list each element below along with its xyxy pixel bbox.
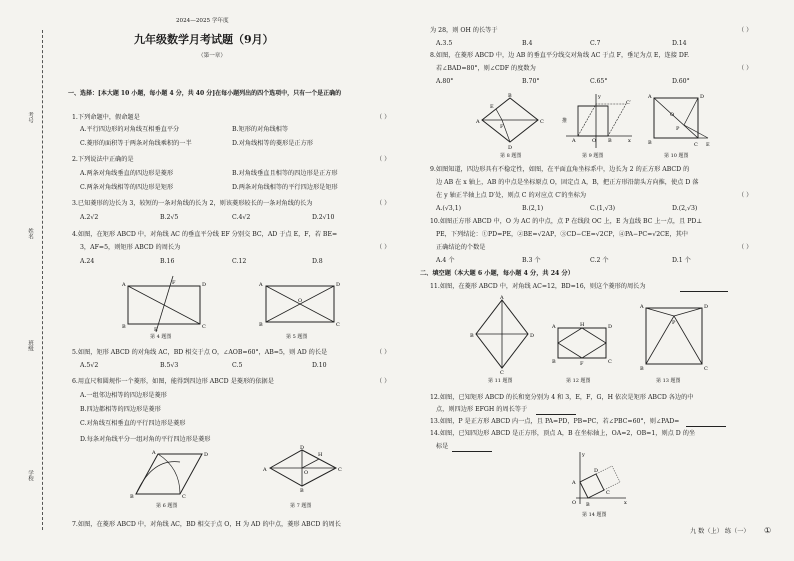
q1-answer-paren: （ ） xyxy=(376,114,391,121)
q7-option-d: D.14 xyxy=(672,40,687,47)
figure-q8 xyxy=(476,92,546,150)
svg-text:A: A xyxy=(572,480,576,486)
q3-option-d: D.2√10 xyxy=(312,214,335,221)
q14-stem-line2: 标是 xyxy=(436,443,449,450)
margin-label-banji: 班级 xyxy=(27,340,33,351)
q10-stem-line1: 10.如图正方形 ABCD 中，O 为 AC 的中点，点 P 在线段 OC 上，E 为直线 BC 上一点，且 PD⊥ xyxy=(430,218,703,225)
caption-fig6: 第 6 题图 xyxy=(156,503,178,509)
q3-option-b: B.2√5 xyxy=(160,214,179,221)
svg-text:D: D xyxy=(704,304,709,310)
svg-text:A: A xyxy=(263,467,267,473)
svg-text:C: C xyxy=(202,324,206,330)
svg-text:A: A xyxy=(122,282,126,288)
q8-option-c: C.65° xyxy=(590,78,608,85)
svg-text:B: B xyxy=(648,140,652,146)
figure-q11 xyxy=(470,296,534,374)
svg-text:O: O xyxy=(304,470,309,476)
svg-text:x: x xyxy=(628,138,631,144)
svg-text:P: P xyxy=(676,126,680,132)
svg-text:E: E xyxy=(490,104,494,110)
caption-fig12: 第 12 题图 xyxy=(566,378,591,384)
caption-fig9: 第 9 题图 xyxy=(582,153,604,159)
footer-label: 九 数（上） 练（一） xyxy=(690,528,750,535)
q10-option-c: C.2 个 xyxy=(590,257,609,264)
svg-text:A: A xyxy=(259,282,263,288)
q8-stem-line2: 若∠BAD=80°，则∠CDF 的度数为 xyxy=(436,65,536,72)
q10-answer-paren: （ ） xyxy=(738,244,753,251)
figure-q4 xyxy=(118,274,208,332)
svg-text:A: A xyxy=(152,450,156,456)
q5-option-d: D.10 xyxy=(312,362,327,369)
svg-text:y: y xyxy=(582,452,585,458)
svg-text:D: D xyxy=(508,145,513,151)
q9-stem-line2: 边 AB 在 x 轴上，AB 的中点是坐标原点 O，固定点 A，B，把正方形沿箭头方向推，使点 D 落 xyxy=(436,179,699,186)
svg-text:C: C xyxy=(608,359,612,365)
figure-q14 xyxy=(568,450,630,508)
svg-text:B: B xyxy=(470,333,474,339)
q14-answer-blank xyxy=(452,451,492,452)
q6-option-b: B.四边都相等的四边形是菱形 xyxy=(80,406,161,413)
q9-option-d: D.(2,√3) xyxy=(672,205,698,212)
svg-text:B: B xyxy=(122,324,126,330)
q1-option-b: B.矩形的对角线相等 xyxy=(232,126,289,133)
q4-option-b: B.16 xyxy=(160,258,175,265)
figure-q6 xyxy=(130,448,210,500)
svg-text:O: O xyxy=(670,112,675,118)
svg-text:C: C xyxy=(336,322,340,328)
q4-option-d: D.8 xyxy=(312,258,323,265)
q1-option-d: D.对角线相等的菱形是正方形 xyxy=(232,140,313,147)
caption-fig10: 第 10 题图 xyxy=(664,153,689,159)
svg-text:B: B xyxy=(300,488,304,494)
q8-option-d: D.60° xyxy=(672,78,690,85)
svg-text:C: C xyxy=(338,467,342,473)
section2-head: 二、填空题（本大题 6 小题，每小题 4 分，共 24 分） xyxy=(420,270,574,277)
q6-option-d: D.每条对角线平分一组对角的平行四边形是菱形 xyxy=(80,436,211,443)
svg-text:P: P xyxy=(672,320,676,326)
chapter-label: （第一章） xyxy=(198,53,226,59)
q6-option-a: A.一组邻边相等的四边形是菱形 xyxy=(80,392,167,399)
q2-option-c: C.两条对角线相等的四边形是矩形 xyxy=(80,184,174,191)
q11-answer-blank xyxy=(680,291,728,292)
svg-text:F: F xyxy=(580,361,584,367)
q13-answer-blank xyxy=(686,426,726,427)
svg-text:B: B xyxy=(508,93,512,99)
q10-stem-line3: 正确结论的个数是 xyxy=(436,244,486,251)
svg-text:A: A xyxy=(552,324,556,330)
svg-text:F: F xyxy=(500,124,504,130)
q10-option-d: D.1 个 xyxy=(672,257,691,264)
svg-text:O: O xyxy=(592,138,597,144)
q9-option-c: C.(1,√3) xyxy=(590,205,616,212)
q4-stem-line1: 4.如图，在矩形 ABCD 中，对角线 AC 的垂直平分线 EF 分别交 BC，AD 于点 E，F，若 BE= xyxy=(72,231,338,238)
q4-answer-paren: （ ） xyxy=(376,244,391,251)
figure-q7 xyxy=(262,444,346,494)
q9-option-a: A.(√3,1) xyxy=(436,205,462,212)
svg-text:D: D xyxy=(700,94,705,100)
svg-text:C′: C′ xyxy=(626,100,631,106)
q3-stem: 3.已知菱形的边长为 3，较短的一条对角线的长为 2，则该菱形较长的一条对角线的长为 xyxy=(72,200,313,207)
svg-text:D: D xyxy=(202,282,207,288)
q1-stem: 1.下列命题中，假命题是 xyxy=(72,114,140,121)
svg-text:D: D xyxy=(336,282,341,288)
q9-stem-line1: 9.如图知道，四边形具有不稳定性，如图，在平面直角坐标系中，边长为 2 的正方形 ABCD 的 xyxy=(430,166,690,173)
q8-stem-line1: 8.如图，在菱形 ABCD 中，边 AB 的垂直平分线交对角线 AC 于点 F，垂足为点 E，连接 DF. xyxy=(430,52,690,59)
figure-q9 xyxy=(562,92,634,150)
svg-text:F: F xyxy=(172,280,176,286)
svg-text:E: E xyxy=(706,142,710,148)
q2-stem: 2.下列说法中正确的是 xyxy=(72,156,134,163)
q3-answer-paren: （ ） xyxy=(376,200,391,207)
q13-stem: 13.如图，P 是正方形 ABCD 内一点，且 PA=PD，PB=PC，若∠PBC=60°，则∠PAD= xyxy=(430,418,680,425)
svg-text:C: C xyxy=(606,490,610,496)
q1-option-c: C.菱形的面积等于两条对角线乘积的一半 xyxy=(80,140,192,147)
q10-option-b: B.3 个 xyxy=(522,257,541,264)
caption-fig5: 第 5 题图 xyxy=(286,334,308,340)
q5-answer-paren: （ ） xyxy=(376,349,391,356)
svg-text:A: A xyxy=(476,119,480,125)
q10-option-a: A.4 个 xyxy=(436,257,455,264)
svg-text:H: H xyxy=(318,452,323,458)
svg-text:B: B xyxy=(586,502,590,508)
q8-option-a: A.80° xyxy=(436,78,454,85)
q1-option-a: A.平行四边形的对角线互相垂直平分 xyxy=(80,126,180,133)
q9-stem-line3: 在 y 轴正半轴上点 D′处，则点 C 的对应点 C′的坐标为 xyxy=(436,192,587,199)
figure-q10 xyxy=(646,92,712,150)
q12-answer-blank xyxy=(536,414,576,415)
svg-text:D: D xyxy=(204,452,209,458)
q6-option-c: C.对角线互相垂直的平行四边形是菱形 xyxy=(80,420,186,427)
q7-answer-paren: （ ） xyxy=(738,27,753,34)
svg-text:推: 推 xyxy=(562,118,568,124)
figure-q5 xyxy=(258,280,340,328)
q4-stem-line2: 3，AF=5，则矩形 ABCD 的周长为 xyxy=(80,244,181,251)
q4-option-a: A.24 xyxy=(80,258,95,265)
q5-option-c: C.5 xyxy=(232,362,243,369)
caption-fig13: 第 13 题图 xyxy=(656,378,681,384)
svg-text:O: O xyxy=(298,298,303,304)
q9-answer-paren: （ ） xyxy=(738,192,753,199)
svg-text:D: D xyxy=(300,445,305,451)
figure-q12 xyxy=(552,320,612,366)
q6-stem: 6.用直尺和圆规作一个菱形，如图，能得到四边形 ABCD 是菱形的依据是 xyxy=(72,378,274,385)
svg-text:B: B xyxy=(608,138,612,144)
svg-text:C: C xyxy=(540,119,544,125)
q10-stem-line2: PE，下列结论：①PD=PE，②BE=√2AP，③CD−CE=√2CP，④PA−PC=√2CE，其中 xyxy=(436,231,688,238)
q4-option-c: C.12 xyxy=(232,258,247,265)
margin-label-xingming: 姓名 xyxy=(27,228,33,239)
caption-fig11: 第 11 题图 xyxy=(488,378,513,384)
q7-option-a: A.3.5 xyxy=(436,40,453,47)
school-year: 2024—2025 学年度 xyxy=(176,18,229,24)
q12-stem-line2: 点，则四边形 EFGH 的周长等于 xyxy=(436,406,528,413)
svg-text:x: x xyxy=(624,500,627,506)
q3-option-c: C.4√2 xyxy=(232,214,251,221)
svg-text:y: y xyxy=(598,94,601,100)
q14-stem-line1: 14.如图，已知四边形 ABCD 是正方形，顶点 A，B 在坐标轴上，OA=2，OB=1，则点 D 的坐 xyxy=(430,430,696,437)
caption-fig4: 第 4 题图 xyxy=(150,334,172,340)
margin-label-kaohao: 考号 xyxy=(27,112,33,123)
svg-text:B: B xyxy=(130,494,134,500)
svg-text:E: E xyxy=(154,327,158,333)
svg-text:O: O xyxy=(572,500,577,506)
q7-option-c: C.7 xyxy=(590,40,601,47)
svg-text:C: C xyxy=(704,366,708,372)
q2-answer-paren: （ ） xyxy=(376,156,391,163)
q7-stem-line2: 为 28，则 OH 的长等于 xyxy=(430,27,498,34)
q8-option-b: B.70° xyxy=(522,78,540,85)
svg-text:A: A xyxy=(572,138,576,144)
svg-text:B: B xyxy=(552,359,556,365)
q5-stem: 5.如图，矩形 ABCD 的对角线 AC，BD 相交于点 O，∠AOB=60°，AB=5，则 AD 的长是 xyxy=(72,349,328,356)
q5-option-a: A.5√2 xyxy=(80,362,99,369)
svg-text:B: B xyxy=(640,366,644,372)
svg-text:C: C xyxy=(500,370,504,376)
page-number: ① xyxy=(764,526,772,535)
q7-option-b: B.4 xyxy=(522,40,533,47)
page-title: 九年级数学月考试题（9月） xyxy=(134,33,274,46)
q5-option-b: B.5√3 xyxy=(160,362,179,369)
fold-line xyxy=(42,30,43,530)
svg-text:D: D xyxy=(594,468,599,474)
q2-option-b: B.对角线垂直且相等的四边形是正方形 xyxy=(232,170,338,177)
figure-q13 xyxy=(638,302,710,374)
svg-text:A: A xyxy=(640,304,644,310)
svg-text:A: A xyxy=(500,295,504,301)
q9-option-b: B.(2,1) xyxy=(522,205,544,212)
q8-answer-paren: （ ） xyxy=(738,65,753,72)
margin-label-xuexiao: 学校 xyxy=(27,470,33,481)
caption-fig8: 第 8 题图 xyxy=(500,153,522,159)
q7-stem-line1: 7.如图，在菱形 ABCD 中，对角线 AC，BD 相交于点 O，H 为 AD 的中点，菱形 ABCD 的周长 xyxy=(72,521,341,528)
q3-option-a: A.2√2 xyxy=(80,214,99,221)
svg-text:H: H xyxy=(580,322,585,328)
caption-fig7: 第 7 题图 xyxy=(290,503,312,509)
section1-head: 一、选择：[本大题 10 小题，每小题 4 分，共 40 分]在每小题列出的四个选项中，只有一个是正确的 xyxy=(68,90,342,97)
q11-stem: 11.如图，在菱形 ABCD 中，对角线 AC=12，BD=16，则这个菱形的周长为 xyxy=(430,283,646,290)
svg-text:D: D xyxy=(608,324,613,330)
svg-text:C: C xyxy=(694,142,698,148)
q6-answer-paren: （ ） xyxy=(376,378,391,385)
svg-text:C: C xyxy=(182,494,186,500)
svg-text:B: B xyxy=(259,322,263,328)
q2-option-d: D.两条对角线相等的平行四边形是矩形 xyxy=(232,184,338,191)
svg-text:A: A xyxy=(648,94,652,100)
svg-text:D: D xyxy=(530,333,535,339)
q12-stem-line1: 12.如图，已知矩形 ABCD 的长和宽分别为 4 和 3，E，F，G，H 依次是矩形 ABCD 各边的中 xyxy=(430,394,694,401)
caption-fig14: 第 14 题图 xyxy=(582,512,607,518)
q2-option-a: A.两条对角线垂直的四边形是菱形 xyxy=(80,170,174,177)
